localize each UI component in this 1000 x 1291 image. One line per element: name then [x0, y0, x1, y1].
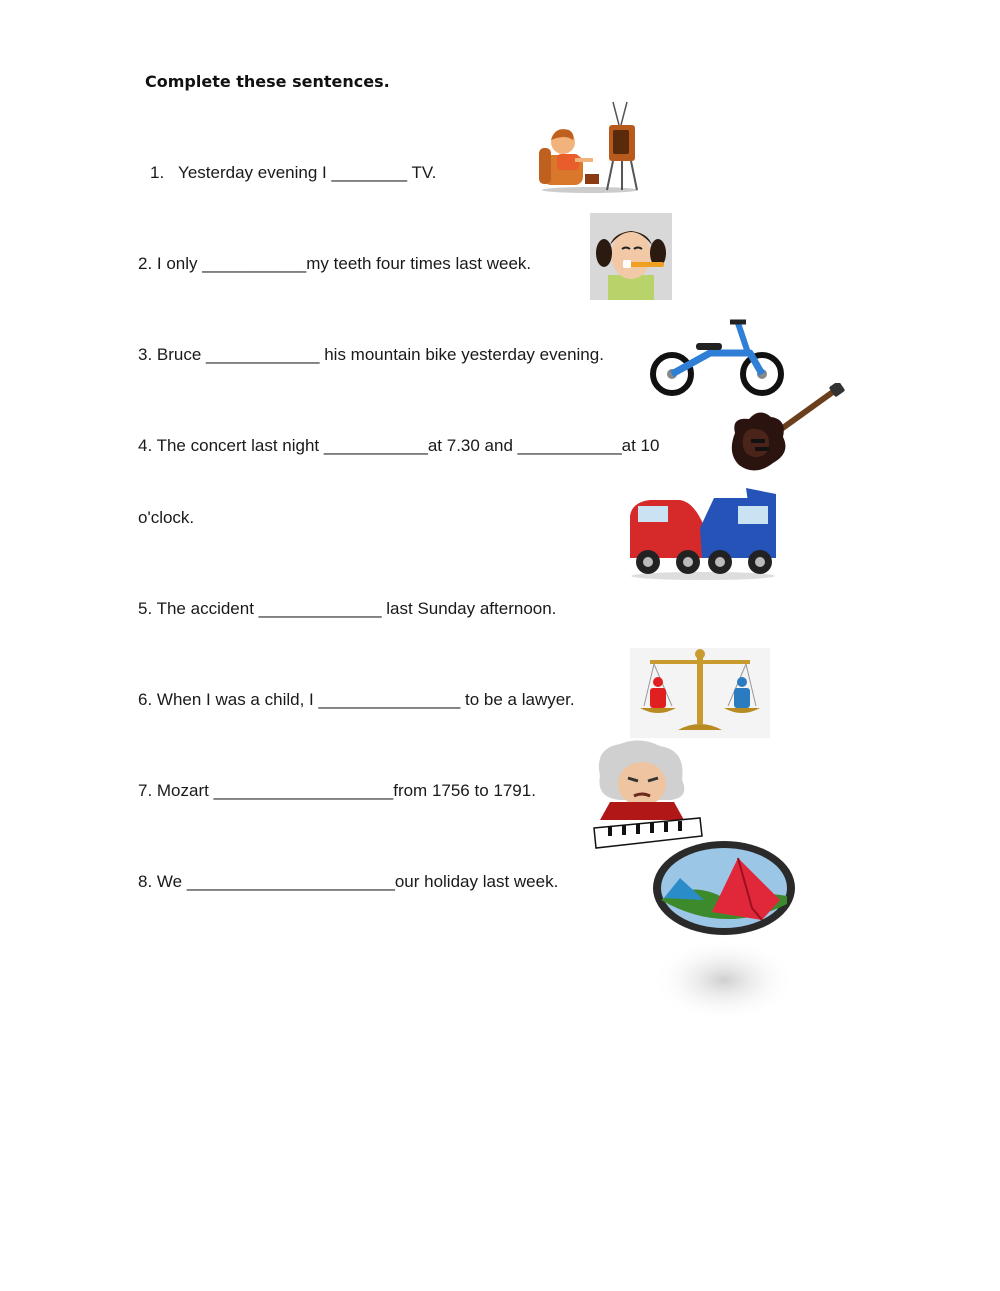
brushing-teeth-photo [590, 213, 672, 300]
sentence-5: 5. The accident _____________ last Sunday afternoon. [138, 599, 557, 618]
sentence-4-continued: o'clock. [138, 508, 195, 527]
sentence-1: 1. Yesterday evening I ________ TV. [150, 163, 437, 182]
composer-caricature-illustration [590, 740, 705, 852]
worksheet-title: Complete these sentences. [145, 72, 390, 91]
sentence-8: 8. We ______________________our holiday last week. [138, 872, 559, 891]
guitar-illustration [725, 383, 845, 478]
sentence-7: 7. Mozart ___________________from 1756 to 1791. [138, 781, 536, 800]
camping-tents-illustration [652, 840, 797, 1025]
sentence-3: 3. Bruce ____________ his mountain bike yesterday evening. [138, 345, 604, 364]
scales-of-justice-illustration [630, 648, 770, 738]
sentence-4: 4. The concert last night ___________at 7.30 and ___________at 10 [138, 436, 660, 455]
car-accident-illustration [628, 488, 778, 583]
watching-tv-illustration [535, 100, 645, 195]
sentence-6: 6. When I was a child, I _______________ to be a lawyer. [138, 690, 575, 709]
sentence-2: 2. I only ___________my teeth four times last week. [138, 254, 532, 273]
